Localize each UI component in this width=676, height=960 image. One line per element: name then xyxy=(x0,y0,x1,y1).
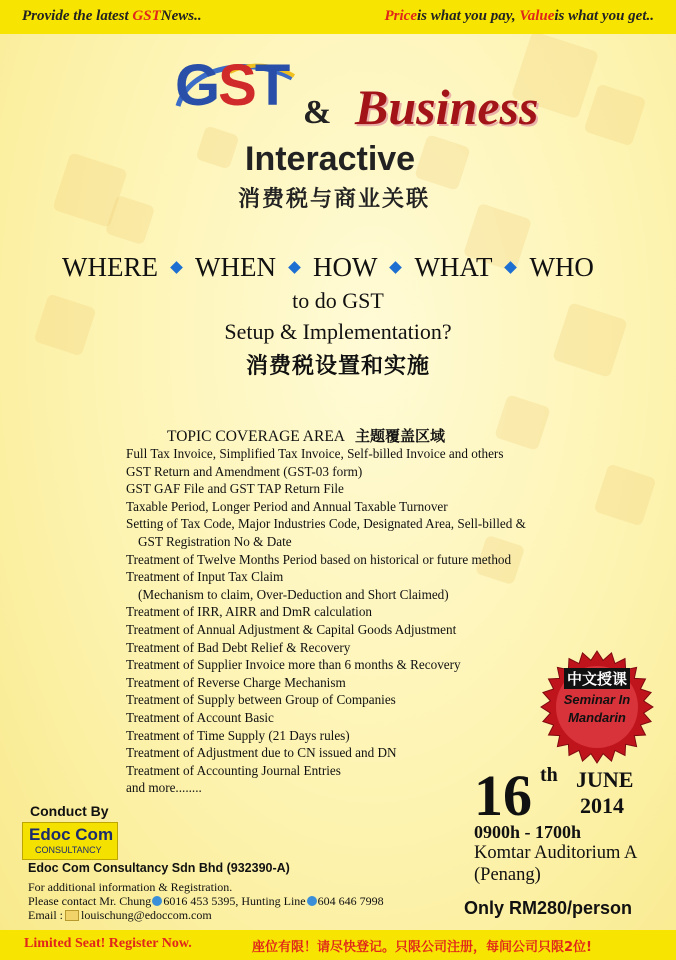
subtitle-chinese: 消费税设置和实施 xyxy=(245,354,430,379)
diamond-icon xyxy=(288,261,301,274)
question-word: WHO xyxy=(529,252,594,282)
topic-item: (Mechanism to claim, Over-Deduction and Short Claimed) xyxy=(138,586,449,602)
background-decoration xyxy=(583,83,646,146)
question-word: WHAT xyxy=(414,252,493,282)
ampersand: & xyxy=(303,94,332,131)
event-time: 0900h - 1700h xyxy=(474,822,582,842)
contact-info: For additional information & Registration. Please contact Mr. Chung 6016 453 5395, Hunting Line 604 646 7998 Email : louischung@edoccom.com xyxy=(28,880,384,923)
event-day-suffix: th xyxy=(540,764,558,786)
topic-item: Taxable Period, Longer Period and Annual Taxable Turnover xyxy=(126,498,448,514)
interactive-title: Interactive xyxy=(245,140,416,178)
topic-item: Treatment of Input Tax Claim xyxy=(126,569,284,585)
subtitle-line2: Setup & Implementation? xyxy=(224,319,452,344)
diamond-icon xyxy=(390,261,403,274)
phone-icon xyxy=(152,896,162,906)
topic-item: and more........ xyxy=(126,780,202,796)
gst-logo: GST xyxy=(175,53,289,118)
topic-heading: TOPIC COVERAGE AREA 主题覆盖区域 xyxy=(167,427,445,445)
edoc-com-logo: Edoc Com CONSULTANCY xyxy=(22,822,118,860)
event-month: JUNE xyxy=(576,767,634,792)
badge-chinese: 中文授课 xyxy=(564,668,630,689)
email-link[interactable]: louischung@edoccom.com xyxy=(81,908,212,923)
topic-item: Treatment of Supplier Invoice more than 6 months & Recovery xyxy=(126,657,461,673)
topic-item: Treatment of Bad Debt Relief & Recovery xyxy=(126,639,351,655)
topic-item: GST Return and Amendment (GST-03 form) xyxy=(126,463,363,479)
event-price: Only RM280/person xyxy=(464,898,633,918)
topic-item: Setting of Tax Code, Major Industries Code, Designated Area, Sell-billed & xyxy=(126,516,526,532)
register-notice: Limited Seat! Register Now. xyxy=(24,936,192,951)
mail-icon xyxy=(65,910,79,921)
topic-item: Treatment of Adjustment due to CN issued and DN xyxy=(126,745,397,761)
chinese-title: 消费税与商业关联 xyxy=(238,187,431,212)
topic-item: Treatment of Twelve Months Period based on historical or future method xyxy=(126,551,512,567)
topic-item: Treatment of Accounting Journal Entries xyxy=(126,762,341,778)
top-banner xyxy=(0,0,676,34)
conduct-by-label: Conduct By xyxy=(30,803,109,819)
topic-item: Treatment of IRR, AIRR and DmR calculation xyxy=(126,604,373,620)
badge-english-line1: Seminar In xyxy=(563,692,631,707)
event-day: 16 xyxy=(474,763,532,828)
company-name: Edoc Com Consultancy Sdn Bhd (932390-A) xyxy=(28,861,290,875)
diamond-icon xyxy=(170,261,183,274)
questions-row xyxy=(62,252,594,283)
topic-item: GST GAF File and GST TAP Return File xyxy=(126,481,344,497)
question-word: WHEN xyxy=(194,252,276,282)
event-venue: Komtar Auditorium A (Penang) xyxy=(474,843,638,885)
tagline-left: Provide the latest GSTNews.. xyxy=(22,8,202,24)
tagline-right: Priceis what you pay, Valueis what you get.. xyxy=(384,8,654,24)
background-decoration xyxy=(195,125,239,169)
background-decoration xyxy=(593,463,656,526)
subtitle-line1: to do GST xyxy=(292,288,384,313)
register-notice-chinese: 座位有限！请尽快登记。只限公司注册，每间公司只限2位! xyxy=(252,940,592,955)
business-title: Business xyxy=(355,79,539,135)
question-word: HOW xyxy=(312,252,378,282)
topic-item: Treatment of Time Supply (21 Days rules) xyxy=(126,727,350,743)
bottom-banner xyxy=(0,930,676,960)
topic-item: GST Registration No & Date xyxy=(138,533,292,549)
topic-item: Treatment of Account Basic xyxy=(126,709,274,725)
diamond-icon xyxy=(505,261,518,274)
topic-item: Full Tax Invoice, Simplified Tax Invoice, Self-billed Invoice and others xyxy=(126,446,504,461)
topic-item: Treatment of Reverse Charge Mechanism xyxy=(126,674,346,690)
badge-english-line2: Mandarin xyxy=(568,710,626,725)
topic-item: Treatment of Supply between Group of Companies xyxy=(126,692,396,708)
event-year: 2014 xyxy=(580,793,624,818)
question-word: WHERE xyxy=(62,252,158,282)
phone-icon xyxy=(307,896,317,906)
topic-list xyxy=(126,445,526,797)
badge-text xyxy=(540,668,654,725)
background-decoration xyxy=(494,394,551,451)
topic-item: Treatment of Annual Adjustment & Capital Goods Adjustment xyxy=(126,621,457,637)
